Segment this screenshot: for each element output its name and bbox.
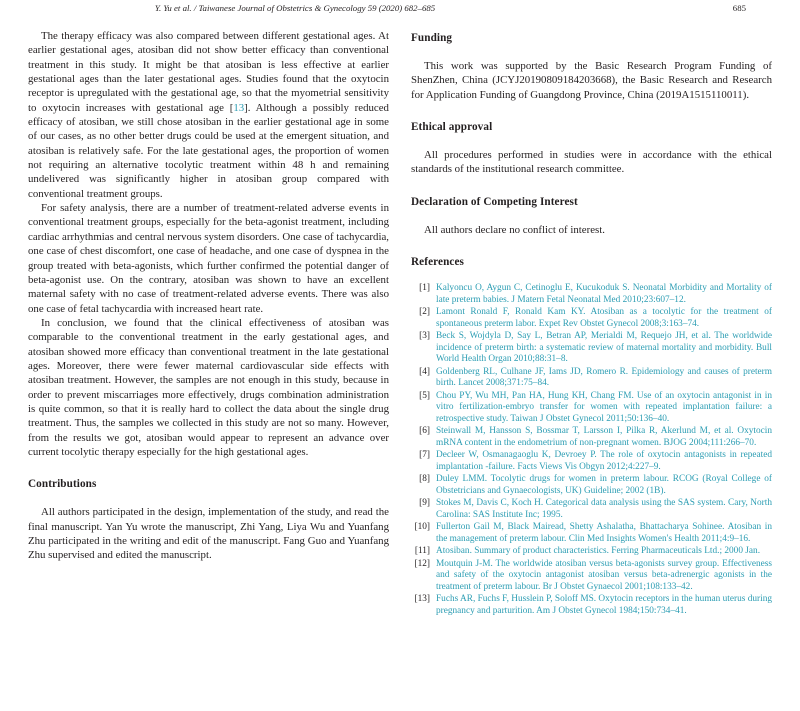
ethical-approval-heading: Ethical approval xyxy=(411,121,493,134)
ethical-approval-paragraph: All procedures performed in studies were in accordance with the ethical standards of the institutional research committee. xyxy=(411,149,772,176)
reference-link[interactable]: Fullerton Gail M, Black Mairead, Shetty Ashalatha, Bhattacharya Sohinee. Atosiban in the management of preterm labour. Clin Med Insights Women's Health 2011;4:9–16. xyxy=(436,522,772,544)
reference-item xyxy=(411,331,772,366)
reference-link[interactable]: Moutquin J-M. The worldwide atosiban versus beta-agonists survey group. Effectiveness and safety of the oxytocin antagonist atosiban versus beta-adrenergic agonists in the treatment of preterm labour. Br J Obstet Gynaecol 2001;108:133–42. xyxy=(436,558,772,592)
reference-item xyxy=(411,594,772,617)
declaration-paragraph: All authors declare no conflict of interest. xyxy=(424,223,605,236)
reference-link[interactable]: Goldenberg RL, Culhane JF, Iams JD, Romero R. Epidemiology and causes of preterm birth. Lancet 2008;371:75–84. xyxy=(436,366,772,389)
paragraph-safety-analysis: For safety analysis, there are a number of treatment-related adverse events in conventional treatment groups, especially for the beta-agonist treatment, including cardiac arrhythmias and central nervous system disorders. One case of tachycardia, one case of chest discomfort, one case of headache, and one case of dyspnea in the group treated with beta-agonists, which further confirmed the potential danger of beta-agonist use. On the contrary, atosiban was shown to have an excellent maternal safety with no case of treatment-related adverse events. There was also one case of fetal tachycardia with increased heart rate. xyxy=(28,202,389,315)
funding-heading: Funding xyxy=(411,32,453,44)
reference-item xyxy=(411,498,772,521)
reference-number: [12] xyxy=(414,558,430,569)
reference-item xyxy=(411,391,772,426)
reference-link[interactable]: Stokes M, Davis C, Koch H. Categorical data analysis using the SAS system. Cary, North Carolina: SAS Institute Inc; 1995. xyxy=(436,498,772,520)
reference-link[interactable]: Steinwall M, Hansson S, Bossmar T, Larsson I, Pilka R, Akerlund M, et al. Oxytocin mRNA content in the endometrium of non-pregnant women. BJOG 2004;111:266–70. xyxy=(436,426,772,448)
two-column-body xyxy=(0,29,800,618)
paragraph-therapy-efficacy xyxy=(28,29,389,201)
reference-item xyxy=(411,367,772,390)
paragraph-text: The therapy efficacy was also compared between different gestational ages. At earlier gestational ages, atosiban did not show better efficacy than conventional treatment in this study. It might be that atosiban is less effective at earlier gestational ages than the later gestational ages. Studies found that the oxytocin receptor is upregulated with the gestational age, so that the myometrial sensitivity to oxytocin increases with gestational age [ xyxy=(28,30,389,114)
reference-item xyxy=(411,450,772,473)
reference-number: [7] xyxy=(419,450,430,461)
references-heading: References xyxy=(411,256,464,269)
reference-item xyxy=(411,474,772,497)
contributions-paragraph: All authors participated in the design, implementation of the study, and read the final manuscript. Yan Yu wrote the manuscript, Zhi Yang, Liya Wu and Yuanfang Zhu participated in the writing and edit of the manuscript. Fang Guo and Yuanfang Zhu supervised and edited the manuscript. xyxy=(28,506,389,562)
reference-link[interactable]: Decleer W, Osmanagaoglu K, Devroey P. The role of oxytocin antagonists in repeated implantation -failure. Facts Views Vis Obgyn 2012;4:227–9. xyxy=(436,450,772,472)
running-head xyxy=(0,0,800,27)
reference-number: [11] xyxy=(414,546,430,557)
reference-number: [8] xyxy=(419,474,430,485)
citation-link-13[interactable]: 13 xyxy=(233,101,245,114)
journal-citation-header: Y. Yu et al. / Taiwanese Journal of Obstetrics & Gynecology 59 (2020) 682–685 xyxy=(154,3,436,13)
funding-paragraph: This work was supported by the Basic Research Program Funding of ShenZhen, China (JCYJ20190809184203668), the Basic Research and Research for Application Funding of Guangdong Province, China (2019A1515110011). xyxy=(411,60,772,101)
reference-link[interactable]: Lamont Ronald F, Ronald Kam KY. Atosiban as a tocolytic for the treatment of spontaneous preterm labor. Expet Rev Obstet Gynecol 2008;3:163–74. xyxy=(436,307,772,329)
page-number: 685 xyxy=(732,3,746,13)
reference-link[interactable]: Chou PY, Wu MH, Pan HA, Hung KH, Chang FM. Use of an oxytocin antagonist in in vitro fertilization-embryo transfer for women with repeated implantation failure: a retrospective study. Taiwan J Obstet Gynecol 2011;50:136–40. xyxy=(436,390,772,424)
reference-item xyxy=(411,522,772,545)
reference-item xyxy=(411,307,772,330)
left-column xyxy=(28,29,389,618)
paragraph-conclusion: In conclusion, we found that the clinical effectiveness of atosiban was comparable to the conventional treatment in the early gestational ages, and atosiban showed more efficacy than conventional treatment in the late gestational ages. Moreover, there were fewer maternal cardiovascular side effects with atosiban treatment. However, the samples are not enough in this study, because in order to prevent miscarriages more effectively, drugs combination administration is quite common, so that it is really hard to collect the data about the single drug treatment. Thus, the samples we collected in this study are not so many. However, from the results we got, atosiban would appear to represent an advance over current tocolytic therapy especially for the high gestational ages. xyxy=(28,316,389,458)
reference-link[interactable]: Kalyoncu O, Aygun C, Cetinoglu E, Kucukoduk S. Neonatal Morbidity and Mortality of late preterm babies. J Matern Fetal Neonatal Med 2010;23:607–12. xyxy=(436,283,772,305)
reference-link[interactable]: Atosiban. Summary of product characteristics. Ferring Pharmaceuticals Ltd.; 2000 Jan. xyxy=(436,546,761,557)
reference-number: [6] xyxy=(419,426,430,437)
reference-item xyxy=(411,546,772,558)
reference-number: [13] xyxy=(414,594,430,605)
reference-number: [9] xyxy=(419,498,430,509)
reference-item xyxy=(411,426,772,449)
reference-number: [2] xyxy=(419,307,430,318)
reference-number: [10] xyxy=(414,522,430,533)
reference-number: [1] xyxy=(419,283,430,294)
reference-number: [5] xyxy=(419,390,430,401)
reference-number: [3] xyxy=(419,331,430,342)
reference-link[interactable]: Fuchs AR, Fuchs F, Husslein P, Soloff MS. Oxytocin receptors in the human uterus during pregnancy and parturition. Am J Obstet Gynecol 1984;150:734–41. xyxy=(436,594,772,616)
paragraph-text: ]. Although a possibly reduced efficacy of atosiban, we still chose atosiban in the earlier gestational age in some of our cases, as no other better drugs could be used at the emergent situation, and atosiban is relatively safe. For the late gestational ages, the proportion of women not requiring an alternative tocolytic treatment within 48 h and remaining undelivered was significantly higher in atosiban group compared with conventional treatment groups. xyxy=(28,101,389,200)
contributions-heading: Contributions xyxy=(28,478,97,491)
reference-item xyxy=(411,283,772,306)
reference-link[interactable]: Duley LMM. Tocolytic drugs for women in preterm labour. RCOG (Royal College of Obstetricians and Gynaecologists, UK) Guideline; 2002 (1B). xyxy=(436,474,772,496)
right-column xyxy=(411,29,772,618)
reference-item xyxy=(411,559,772,594)
references-list xyxy=(411,283,772,617)
reference-number: [4] xyxy=(419,366,430,377)
declaration-of-competing-interest-heading: Declaration of Competing Interest xyxy=(411,195,578,208)
reference-link[interactable]: Beck S, Wojdyla D, Say L, Betran AP, Merialdi M, Requejo JH, et al. The worldwide incidence of preterm birth: a systematic review of maternal mortality and morbidity. Bull World Health Organ 2010;88:31–8. xyxy=(436,331,772,365)
